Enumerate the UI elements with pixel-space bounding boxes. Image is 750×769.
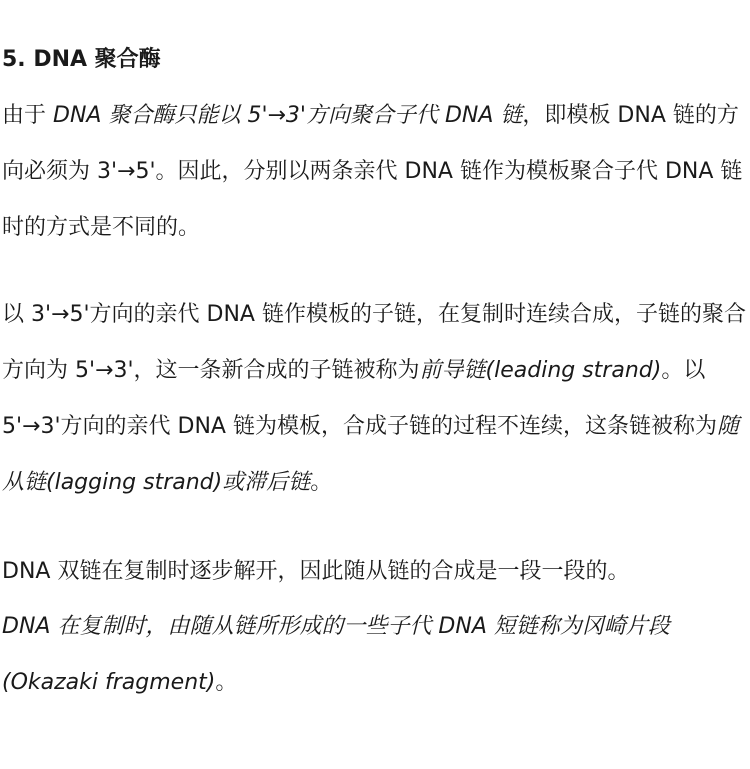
okazaki-fragment-term: DNA 在复制时，由随从链所形成的一些子代 DNA 短链称为冈崎片段(Okazaki fragment): [2, 614, 670, 695]
paragraph1-suffix: ，即模板 DNA 链的方向必须为 3'→5'。因此，分别以两条亲代 DNA 链作为模板聚合子代 DNA 链时的方式是不同的。: [2, 103, 743, 240]
paragraph-unwinding: DNA 双链在复制时逐步解开，因此随从链的合成是一段一段的。: [2, 559, 630, 584]
paragraph2-part3: 。: [310, 470, 333, 495]
paragraph2-part2: 。以 5'→3'方向的亲代 DNA 链为模板，合成子链的过程不连续，这条链被称为: [2, 358, 717, 439]
lagging-strand-term: 随从链(lagging strand)或滞后链: [2, 414, 739, 495]
leading-strand-term: 前导链(leading strand): [419, 358, 662, 383]
paragraph4-suffix: 。: [215, 670, 238, 695]
paragraph-polymerase-direction: [2, 88, 748, 256]
paragraph-okazaki: [2, 599, 748, 711]
paragraph-leading-lagging: [2, 287, 748, 511]
paragraph1-prefix: 由于: [2, 103, 47, 128]
section-heading: 5. DNA 聚合酶: [2, 47, 161, 72]
paragraph2-part1: 以 3'→5'方向的亲代 DNA 链作模板的子链，在复制时连续合成，子链的聚合方向为 5'→3'，这一条新合成的子链被称为: [2, 302, 746, 383]
paragraph1-italic: DNA 聚合酶只能以 5'→3'方向聚合子代 DNA 链: [53, 103, 523, 128]
